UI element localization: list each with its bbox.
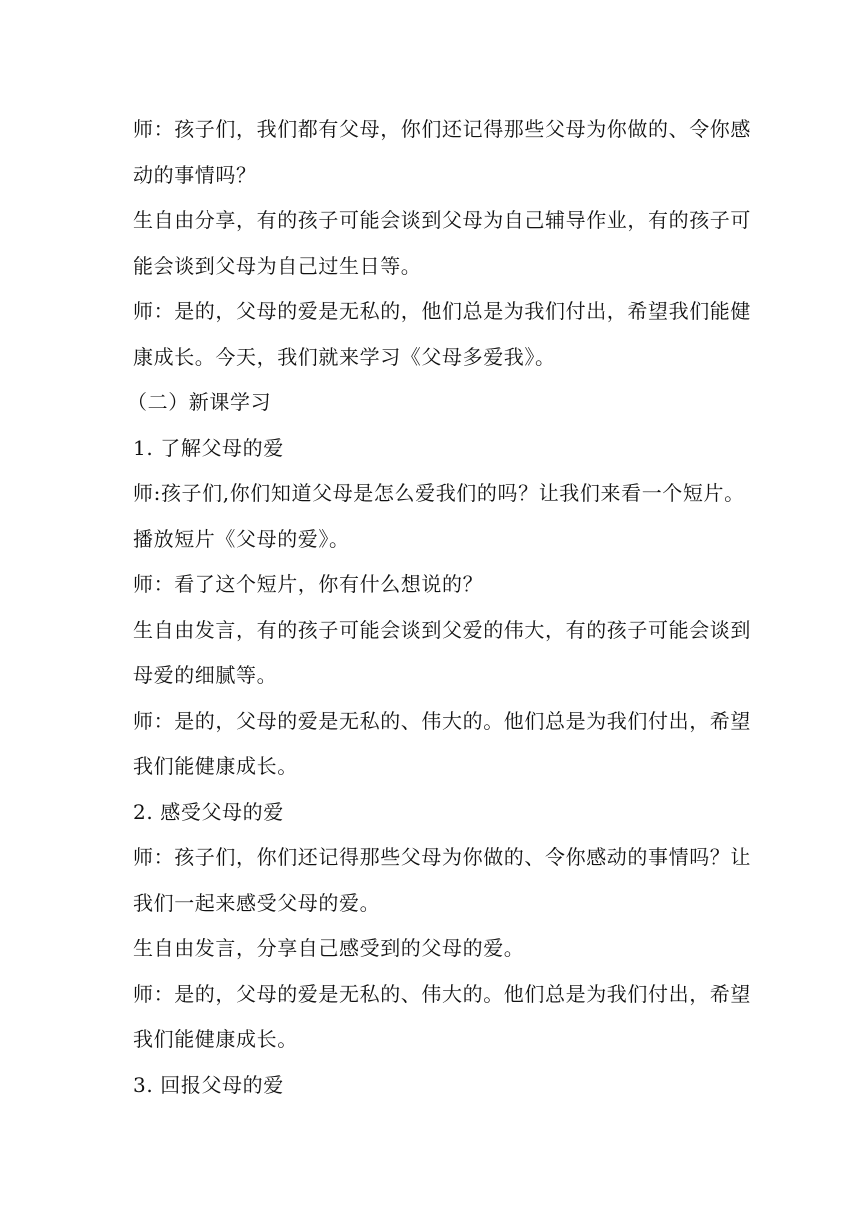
- subsection-heading: 2. 感受父母的爱: [133, 799, 284, 824]
- paragraph-line: 我们能健康成长。: [133, 1027, 298, 1051]
- section-heading: （二）新课学习: [127, 390, 272, 414]
- paragraph-line: 生自由发言，分享自己感受到的父母的爱。: [133, 936, 525, 960]
- paragraph-line: 我们能健康成长。: [133, 754, 298, 778]
- paragraph-line: 我们一起来感受父母的爱。: [133, 890, 381, 915]
- paragraph-line: 生自由分享，有的孩子可能会谈到父母为自己辅导作业，有的孩子可: [133, 208, 751, 232]
- subsection-heading: 1. 了解父母的爱: [133, 435, 284, 460]
- subsection-heading: 3. 回报父母的爱: [133, 1072, 284, 1097]
- paragraph-line: 生自由发言，有的孩子可能会谈到父爱的伟大，有的孩子可能会谈到: [133, 617, 751, 642]
- paragraph-line: 师：是的，父母的爱是无私的、伟大的。他们总是为我们付出，希望: [133, 981, 751, 1006]
- paragraph-line: 师：孩子们，你们还记得那些父母为你做的、令你感动的事情吗？让: [133, 845, 751, 869]
- paragraph-line: 播放短片《父母的爱》。: [133, 526, 350, 551]
- paragraph-line: 师：是的，父母的爱是无私的，他们总是为我们付出，希望我们能健: [133, 299, 751, 323]
- paragraph-line: 母爱的细腻等。: [133, 663, 278, 687]
- paragraph-line: 动的事情吗？: [133, 162, 257, 187]
- paragraph-line: 能会谈到父母为自己过生日等。: [133, 253, 422, 278]
- paragraph-line: 师：孩子们，我们都有父母，你们还记得那些父母为你做的、令你感: [133, 117, 751, 141]
- document-body: [127, 107, 751, 1108]
- paragraph-line: 师：是的，父母的爱是无私的、伟大的。他们总是为我们付出，希望: [133, 708, 751, 733]
- paragraph-line: 师：看了这个短片，你有什么想说的？: [133, 572, 484, 596]
- paragraph-line: 康成长。今天，我们就来学习《父母多爱我》。: [133, 344, 556, 369]
- paragraph-line: 师:孩子们,你们知道父母是怎么爱我们的吗？让我们来看一个短片。: [133, 481, 745, 505]
